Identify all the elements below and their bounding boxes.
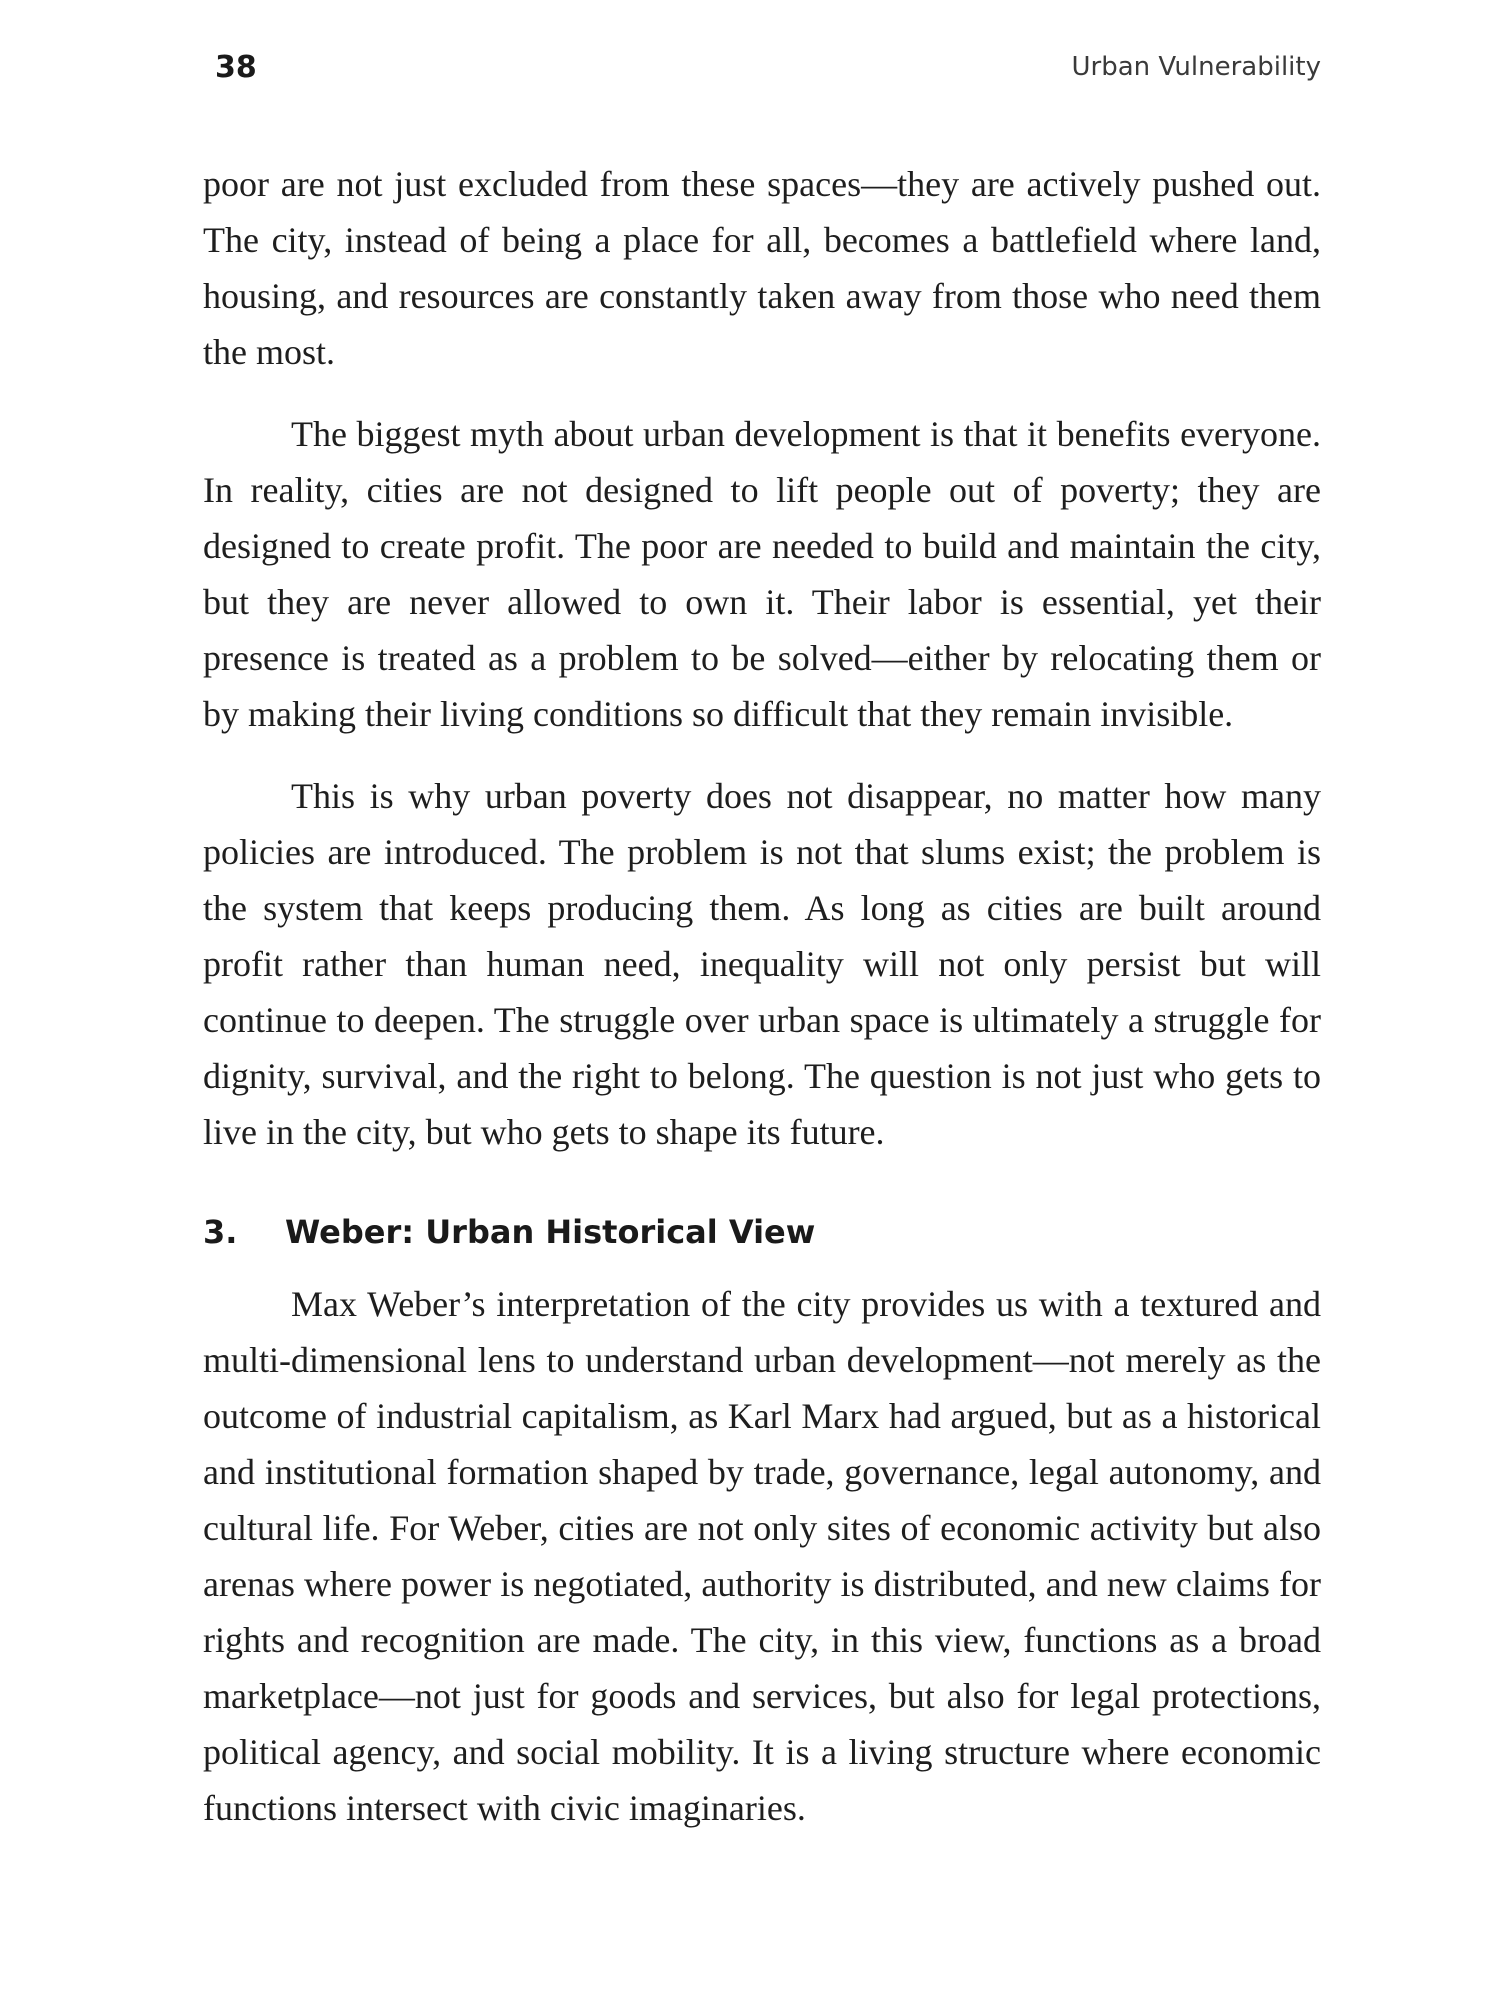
body-text (203, 156, 1321, 1862)
page-number: 38 (215, 50, 257, 85)
page-header (203, 42, 1321, 92)
paragraph-continued: poor are not just excluded from these spaces—they are actively pushed out. The city, instead of being a place for all, becomes a battlefield where land, housing, and resources are constantly taken away from those who need them the most. (203, 164, 1321, 372)
paragraph-urban-poverty: This is why urban poverty does not disappear, no matter how many policies are introduced. The problem is not that slums exist; the problem is the system that keeps producing them. As long as cities are built around profit rather than human need, inequality will not only persist but will continue to deepen. The struggle over urban space is ultimately a struggle for dignity, survival, and the right to belong. The question is not just who gets to live in the city, but who gets to shape its future. (203, 776, 1321, 1152)
section-heading (203, 1204, 1321, 1260)
paragraph-weber: Max Weber’s interpretation of the city provides us with a textured and multi-dimensional lens to understand urban development—not merely as the outcome of industrial capitalism, as Karl Marx had argued, but as a historical and institutional formation shaped by trade, governance, legal autonomy, and cultural life. For Weber, cities are not only sites of economic activity but also arenas where power is negotiated, authority is distributed, and new claims for rights and recognition are made. The city, in this view, functions as a broad marketplace—not just for goods and services, but also for legal protections, political agency, and social mobility. It is a living structure where economic functions intersect with civic imaginaries. (203, 1284, 1321, 1828)
section-number: 3. (203, 1213, 238, 1251)
section-title: Weber: Urban Historical View (285, 1213, 816, 1251)
paragraph-urban-myth: The biggest myth about urban development is that it benefits everyone. In reality, cities are not designed to lift people out of poverty; they are designed to create profit. The poor are needed to build and maintain the city, but they are never allowed to own it. Their labor is essential, yet their presence is treated as a problem to be solved—either by relocating them or by making their living conditions so difficult that they remain invisible. (203, 414, 1321, 734)
running-head: Urban Vulnerability (1071, 52, 1321, 82)
